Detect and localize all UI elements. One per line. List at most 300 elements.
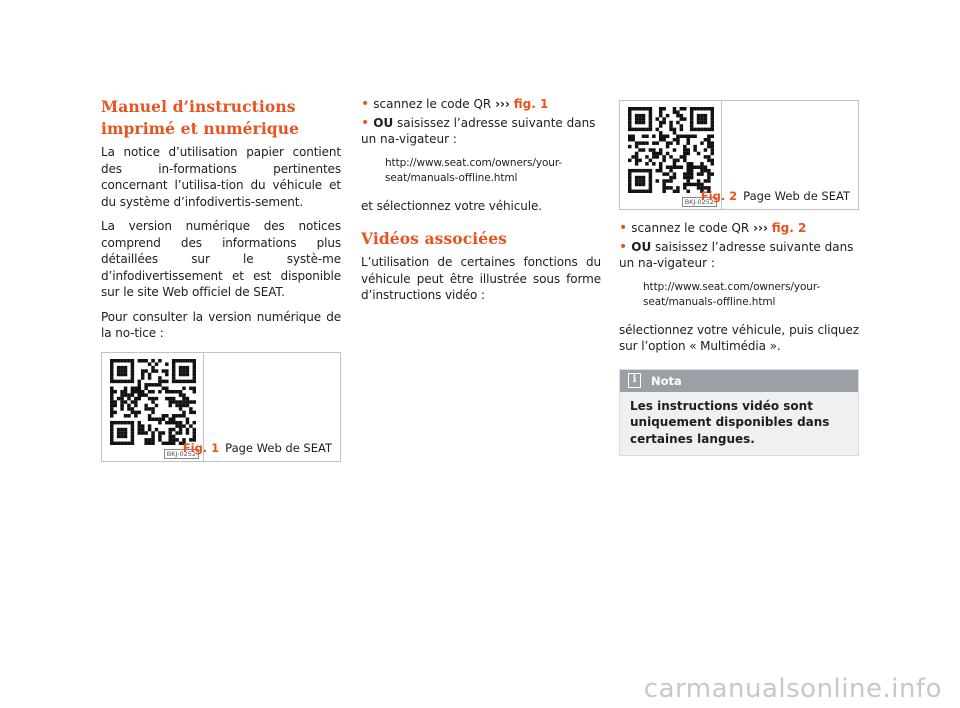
qr-module — [662, 186, 666, 190]
qr-module — [666, 165, 670, 169]
qr-module — [711, 145, 714, 149]
qr-module — [131, 407, 135, 411]
qr-module — [659, 165, 663, 169]
qr-module — [697, 107, 701, 111]
qr-module — [172, 417, 176, 421]
qr-module — [117, 396, 121, 400]
qr-module — [172, 396, 176, 400]
qr-module — [110, 403, 114, 407]
qr-module — [649, 190, 653, 193]
qr-module — [151, 400, 155, 404]
column-middle — [361, 96, 601, 312]
qr-module — [182, 359, 186, 363]
qr-module — [193, 362, 196, 366]
figure-2 — [619, 100, 859, 210]
qr-module — [676, 114, 680, 118]
qr-module — [659, 148, 663, 152]
qr-module — [676, 165, 680, 169]
qr-module — [711, 114, 714, 118]
qr-module — [158, 383, 162, 387]
qr-module — [158, 417, 162, 421]
qr-module — [162, 414, 166, 418]
qr-module — [656, 117, 660, 121]
qr-module — [182, 379, 186, 383]
qr-module — [131, 365, 135, 369]
qr-module — [124, 379, 128, 383]
qr-module — [645, 128, 649, 132]
qr-module — [148, 441, 152, 444]
qr-module — [141, 431, 145, 435]
qr-module — [656, 179, 660, 183]
qr-module — [628, 172, 632, 176]
qr-module — [635, 155, 639, 159]
qr-module — [151, 369, 155, 373]
qr-module — [144, 431, 148, 435]
bullet-scan-qr — [619, 220, 859, 237]
qr-module — [652, 152, 656, 156]
qr-module — [659, 124, 663, 128]
qr-module — [131, 359, 135, 363]
qr-module — [193, 431, 196, 435]
qr-module — [707, 128, 711, 132]
qr-module — [635, 176, 639, 180]
qr-module — [138, 379, 142, 383]
figure-caption — [701, 189, 850, 203]
qr-module — [659, 152, 663, 156]
qr-module — [175, 403, 179, 407]
qr-module — [168, 400, 172, 404]
qr-module — [134, 414, 138, 418]
qr-module — [168, 427, 172, 431]
qr-module — [711, 110, 714, 114]
qr-module — [666, 145, 670, 149]
qr-module — [628, 186, 632, 190]
qr-module — [117, 434, 121, 438]
qr-module — [628, 179, 632, 183]
qr-module — [155, 403, 159, 407]
qr-module — [686, 179, 690, 183]
figure-1 — [101, 352, 341, 462]
qr-module — [697, 121, 701, 125]
qr-module — [666, 172, 670, 176]
qr-module — [659, 169, 663, 173]
qr-module — [186, 420, 190, 424]
qr-module — [652, 135, 656, 139]
qr-module — [110, 393, 114, 397]
note-text: Les instructions vidéo sont uniquement disponibles dans certaines langues. — [630, 398, 830, 446]
qr-module — [124, 386, 128, 390]
qr-module — [113, 403, 117, 407]
qr-module — [168, 417, 172, 421]
qr-module — [124, 369, 128, 373]
qr-module — [179, 424, 183, 428]
qr-module — [165, 372, 169, 376]
qr-module — [645, 190, 649, 193]
qr-module — [680, 165, 684, 169]
bullet-text: scannez le code QR — [373, 97, 492, 111]
qr-module — [635, 179, 639, 183]
qr-module — [189, 424, 193, 428]
qr-module — [707, 141, 711, 145]
bullet-scan-qr — [361, 96, 601, 113]
qr-module — [151, 407, 155, 411]
qr-module — [649, 172, 653, 176]
qr-module — [186, 400, 190, 404]
qr-module — [676, 110, 680, 114]
qr-module — [131, 372, 135, 376]
qr-module — [117, 427, 121, 431]
qr-module — [628, 124, 632, 128]
qr-module — [711, 121, 714, 125]
qr-module — [193, 369, 196, 373]
qr-module — [686, 152, 690, 156]
qr-module — [117, 369, 121, 373]
qr-module — [704, 117, 708, 121]
manual-url-link[interactable]: http://www.seat.com/owners/your-seat/manuals-offline.html — [643, 280, 821, 308]
qr-module — [131, 393, 135, 397]
qr-module — [113, 359, 117, 363]
qr-module — [690, 110, 694, 114]
qr-module — [113, 400, 117, 404]
qr-module — [134, 389, 138, 393]
qr-module — [165, 369, 169, 373]
qr-module — [662, 135, 666, 139]
qr-module — [189, 410, 193, 414]
qr-module — [628, 110, 632, 114]
qr-module — [659, 114, 663, 118]
qr-module — [131, 427, 135, 431]
qr-module — [662, 159, 666, 163]
qr-module — [155, 383, 159, 387]
qr-module — [165, 362, 169, 366]
qr-module — [151, 438, 155, 442]
qr-module — [707, 138, 711, 142]
paragraph-consult: Pour consulter la version numérique de la no-tice : — [101, 309, 341, 340]
qr-module — [158, 420, 162, 424]
qr-module — [652, 155, 656, 159]
qr-module — [141, 424, 145, 428]
qr-module — [693, 165, 697, 169]
qr-module — [131, 362, 135, 366]
qr-module — [193, 376, 196, 380]
qr-module — [162, 386, 166, 390]
qr-module — [117, 379, 121, 383]
qr-module — [659, 110, 663, 114]
qr-module — [110, 414, 114, 418]
qr-module — [110, 427, 114, 431]
qr-module — [175, 414, 179, 418]
qr-module — [697, 179, 701, 183]
qr-module — [659, 138, 663, 142]
qr-module — [707, 135, 711, 139]
qr-module — [158, 379, 162, 383]
qr-module — [683, 145, 687, 149]
qr-module — [669, 186, 673, 190]
qr-module — [662, 172, 666, 176]
qr-module — [635, 162, 639, 166]
qr-module — [151, 365, 155, 369]
qr-module — [172, 438, 176, 442]
qr-module — [120, 441, 124, 444]
qr-code-icon — [628, 107, 714, 193]
qr-module — [193, 386, 196, 390]
qr-module — [686, 172, 690, 176]
qr-module — [179, 393, 183, 397]
qr-module — [635, 152, 639, 156]
qr-module — [141, 389, 145, 393]
qr-module — [704, 165, 708, 169]
qr-module — [113, 420, 117, 424]
qr-module — [151, 434, 155, 438]
qr-module — [693, 128, 697, 132]
or-label: OU — [373, 115, 394, 130]
figure-reference-link[interactable]: fig. 2 — [771, 221, 807, 235]
bullet-dot-icon: • — [361, 114, 370, 131]
note-title: Nota — [651, 373, 682, 388]
qr-module — [700, 107, 704, 111]
qr-module — [120, 431, 124, 435]
qr-module — [628, 138, 632, 142]
qr-module — [120, 372, 124, 376]
qr-module — [700, 169, 704, 173]
qr-module — [120, 403, 124, 407]
qr-module — [666, 114, 670, 118]
qr-module — [179, 369, 183, 373]
qr-module — [635, 145, 639, 149]
qr-module — [158, 431, 162, 435]
qr-module — [168, 389, 172, 393]
watermark-text: carmanualsonline.info — [643, 674, 942, 704]
qr-module — [697, 152, 701, 156]
bullet-enter-address — [619, 239, 859, 272]
qr-module — [686, 190, 690, 193]
qr-module — [638, 183, 642, 187]
qr-module — [165, 389, 169, 393]
qr-module — [158, 438, 162, 442]
qr-module — [162, 441, 166, 444]
qr-module — [120, 396, 124, 400]
qr-module — [704, 107, 708, 111]
figure-code: BKJ-0252 — [682, 197, 717, 207]
qr-module — [638, 141, 642, 145]
qr-module — [697, 183, 701, 187]
qr-module — [662, 117, 666, 121]
qr-module — [704, 169, 708, 173]
qr-module — [635, 141, 639, 145]
arrows-icon: ››› — [753, 221, 768, 235]
bullet-text: scannez le code QR — [631, 221, 750, 235]
qr-module — [638, 159, 642, 163]
qr-module — [168, 420, 172, 424]
qr-module — [179, 420, 183, 424]
bullet-dot-icon: • — [619, 238, 628, 255]
qr-module — [110, 407, 114, 411]
qr-module — [676, 121, 680, 125]
qr-module — [628, 135, 632, 139]
qr-module — [683, 155, 687, 159]
qr-module — [138, 410, 142, 414]
qr-module — [124, 427, 128, 431]
qr-module — [179, 403, 183, 407]
qr-module — [148, 407, 152, 411]
qr-module — [165, 396, 169, 400]
qr-module — [680, 107, 684, 111]
qr-module — [162, 379, 166, 383]
qr-module — [134, 410, 138, 414]
qr-module — [649, 176, 653, 180]
qr-module — [151, 359, 155, 363]
qr-module — [711, 128, 714, 132]
qr-module — [175, 400, 179, 404]
qr-module — [704, 148, 708, 152]
qr-module — [642, 114, 646, 118]
qr-module — [120, 379, 124, 383]
qr-module — [134, 396, 138, 400]
qr-module — [635, 159, 639, 163]
qr-module — [642, 179, 646, 183]
qr-module — [676, 135, 680, 139]
qr-module — [110, 400, 114, 404]
qr-module — [124, 389, 128, 393]
qr-module — [652, 141, 656, 145]
qr-module — [179, 427, 183, 431]
qr-module — [697, 117, 701, 121]
qr-module — [649, 107, 653, 111]
qr-module — [669, 165, 673, 169]
bullet-text: saisissez l’adresse suivante dans un na-vigateur : — [619, 239, 854, 270]
qr-module — [673, 107, 677, 111]
qr-module — [144, 403, 148, 407]
qr-module — [141, 427, 145, 431]
qr-module — [138, 431, 142, 435]
qr-module — [155, 427, 159, 431]
qr-module — [642, 169, 646, 173]
manual-url-link[interactable]: http://www.seat.com/owners/your-seat/manuals-offline.html — [385, 156, 563, 184]
qr-module — [680, 135, 684, 139]
bullet-text: saisissez l’adresse suivante dans un na-vigateur : — [361, 115, 596, 146]
qr-module — [110, 441, 114, 444]
figure-reference-link[interactable]: fig. 1 — [513, 97, 549, 111]
qr-module — [172, 379, 176, 383]
qr-module — [642, 141, 646, 145]
qr-module — [659, 121, 663, 125]
qr-module — [690, 128, 694, 132]
qr-module — [172, 434, 176, 438]
qr-module — [127, 414, 131, 418]
qr-module — [662, 179, 666, 183]
qr-module — [131, 379, 135, 383]
qr-module — [645, 169, 649, 173]
qr-module — [686, 148, 690, 152]
qr-module — [162, 431, 166, 435]
qr-module — [631, 190, 635, 193]
qr-module — [666, 179, 670, 183]
section-title-videos: Vidéos associées — [361, 229, 508, 248]
qr-module — [683, 107, 687, 111]
qr-module — [686, 138, 690, 142]
qr-module — [175, 420, 179, 424]
qr-module — [172, 376, 176, 380]
qr-module — [704, 121, 708, 125]
qr-module — [662, 155, 666, 159]
qr-module — [172, 441, 176, 444]
qr-module — [711, 148, 714, 152]
qr-module — [155, 417, 159, 421]
column-left — [101, 96, 341, 462]
qr-module — [148, 427, 152, 431]
qr-module — [628, 176, 632, 180]
qr-module — [690, 117, 694, 121]
qr-module — [707, 169, 711, 173]
qr-module — [686, 176, 690, 180]
qr-module — [110, 424, 114, 428]
qr-module — [645, 155, 649, 159]
qr-module — [711, 152, 714, 156]
qr-module — [148, 372, 152, 376]
qr-module — [673, 172, 677, 176]
qr-module — [172, 362, 176, 366]
paragraph-paper-manual: La notice d’utilisation papier contient des in-formations pertinentes concernant l’utilisa-tion du véhicule et du système d’infodivertis-sement. — [101, 145, 341, 209]
qr-module — [635, 107, 639, 111]
qr-module — [113, 389, 117, 393]
qr-module — [144, 438, 148, 442]
qr-module — [179, 379, 183, 383]
qr-module — [193, 427, 196, 431]
qr-module — [131, 389, 135, 393]
qr-module — [628, 145, 632, 149]
qr-module — [642, 135, 646, 139]
qr-module — [707, 172, 711, 176]
qr-module — [110, 369, 114, 373]
qr-module — [189, 359, 193, 363]
qr-module — [138, 427, 142, 431]
qr-module — [151, 383, 155, 387]
qr-module — [110, 389, 114, 393]
qr-module — [182, 410, 186, 414]
qr-module — [131, 376, 135, 380]
qr-module — [124, 414, 128, 418]
qr-module — [659, 162, 663, 166]
qr-module — [642, 148, 646, 152]
qr-module — [141, 372, 145, 376]
qr-module — [683, 152, 687, 156]
qr-module — [686, 165, 690, 169]
qr-module — [683, 159, 687, 163]
qr-module — [172, 414, 176, 418]
qr-module — [127, 403, 131, 407]
qr-module — [193, 420, 196, 424]
qr-module — [134, 403, 138, 407]
qr-module — [649, 114, 653, 118]
qr-module — [131, 400, 135, 404]
qr-module — [631, 128, 635, 132]
qr-module — [642, 183, 646, 187]
qr-module — [151, 410, 155, 414]
qr-module — [158, 376, 162, 380]
qr-module — [186, 396, 190, 400]
figure-caption — [183, 441, 332, 455]
qr-module — [659, 131, 663, 135]
qr-module — [673, 162, 677, 166]
qr-module — [182, 369, 186, 373]
qr-module — [649, 183, 653, 187]
qr-module — [635, 117, 639, 121]
qr-module — [662, 138, 666, 142]
paragraph-videos: L’utilisation de certaines fonctions du véhicule peut être illustrée sous forme d’instructions vidéo : — [361, 255, 601, 302]
paragraph-select-multimedia: sélectionnez votre véhicule, puis cliquez sur l’option « Multimédia ». — [619, 322, 859, 353]
qr-module — [704, 114, 708, 118]
qr-module — [182, 365, 186, 369]
